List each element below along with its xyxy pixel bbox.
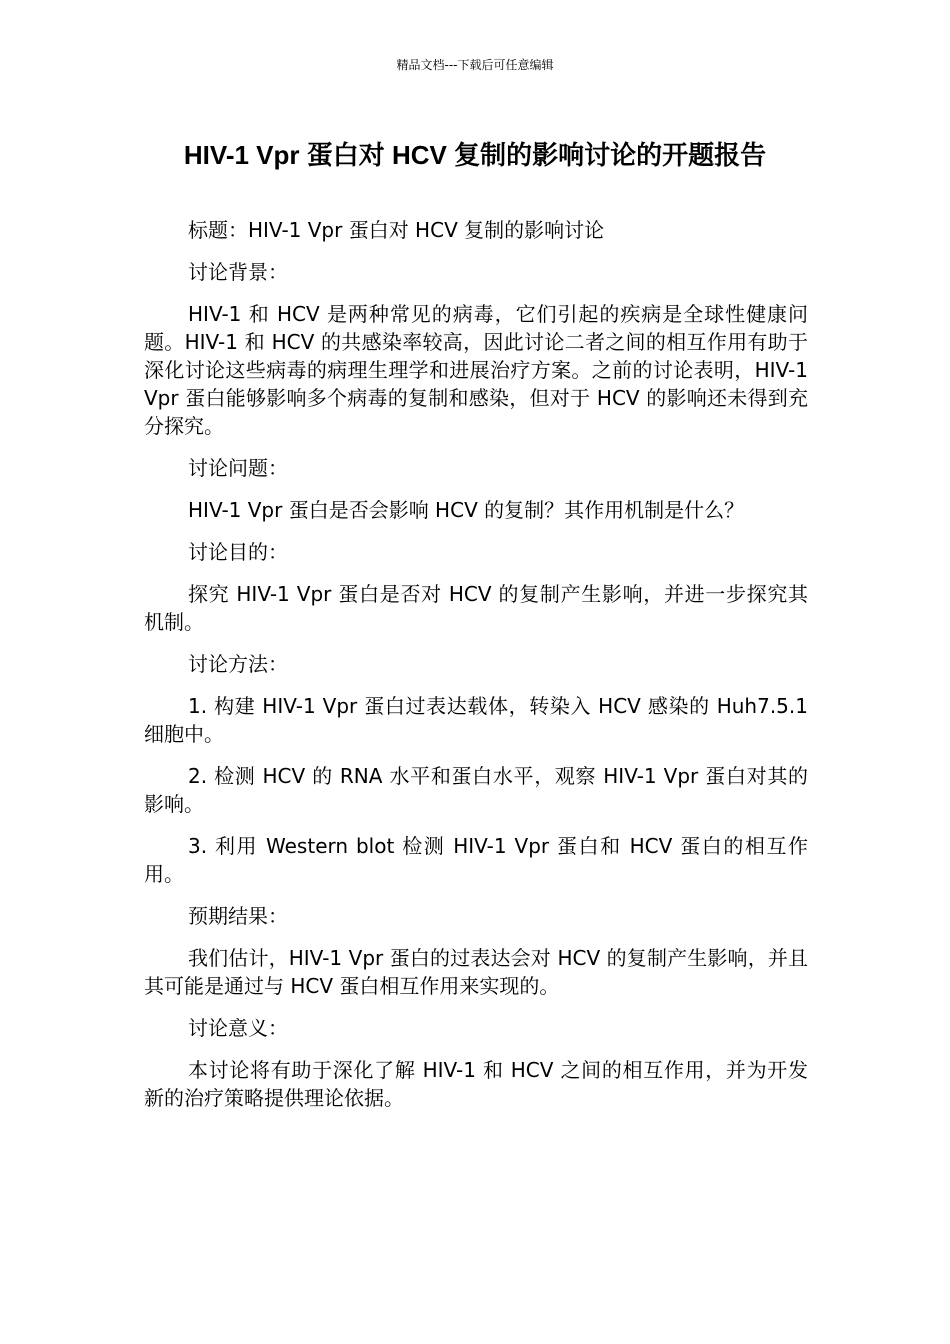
paragraph-purpose: 探究 HIV-1 Vpr 蛋白是否对 HCV 的复制产生影响，并进一步探究其机制。 [144, 582, 808, 634]
document-title: HIV-1 Vpr 蛋白对 HCV 复制的影响讨论的开题报告 [183, 140, 767, 170]
paragraph-background: HIV-1 和 HCV 是两种常见的病毒，它们引起的疾病是全球性健康问题。HIV-1 和 HCV 的共感染率较高，因此讨论二者之间的相互作用有助于深化讨论这些病毒的病理生理学和进展治疗方案。之前的讨论表明，HIV-1 Vpr 蛋白能够影响多个病毒的复制和感染，但对于 HCV 的影响还未得到充分探究。 [144, 302, 808, 438]
heading-significance: 讨论意义： [188, 1016, 288, 1040]
method-item-3: 3. 利用 Western blot 检测 HIV-1 Vpr 蛋白和 HCV 蛋白的相互作用。 [144, 834, 808, 886]
heading-background: 讨论背景： [188, 260, 288, 284]
heading-purpose: 讨论目的： [188, 540, 288, 564]
heading-methods: 讨论方法： [188, 652, 288, 676]
page-header-note: 精品文档---下载后可任意编辑 [396, 58, 554, 72]
paragraph-question: HIV-1 Vpr 蛋白是否会影响 HCV 的复制？其作用机制是什么？ [188, 498, 745, 522]
heading-expected-results: 预期结果： [188, 904, 288, 928]
paragraph-expected-results: 我们估计，HIV-1 Vpr 蛋白的过表达会对 HCV 的复制产生影响，并且其可能是通过与 HCV 蛋白相互作用来实现的。 [144, 946, 808, 998]
heading-question: 讨论问题： [188, 456, 288, 480]
paragraph-significance: 本讨论将有助于深化了解 HIV-1 和 HCV 之间的相互作用，并为开发新的治疗策略提供理论依据。 [144, 1058, 808, 1110]
method-item-2: 2. 检测 HCV 的 RNA 水平和蛋白水平，观察 HIV-1 Vpr 蛋白对其的影响。 [144, 764, 808, 816]
method-item-1: 1. 构建 HIV-1 Vpr 蛋白过表达载体，转染入 HCV 感染的 Huh7.5.1 细胞中。 [144, 694, 808, 746]
paragraph-title-line: 标题：HIV-1 Vpr 蛋白对 HCV 复制的影响讨论 [188, 218, 605, 242]
document-body [144, 216, 808, 1126]
